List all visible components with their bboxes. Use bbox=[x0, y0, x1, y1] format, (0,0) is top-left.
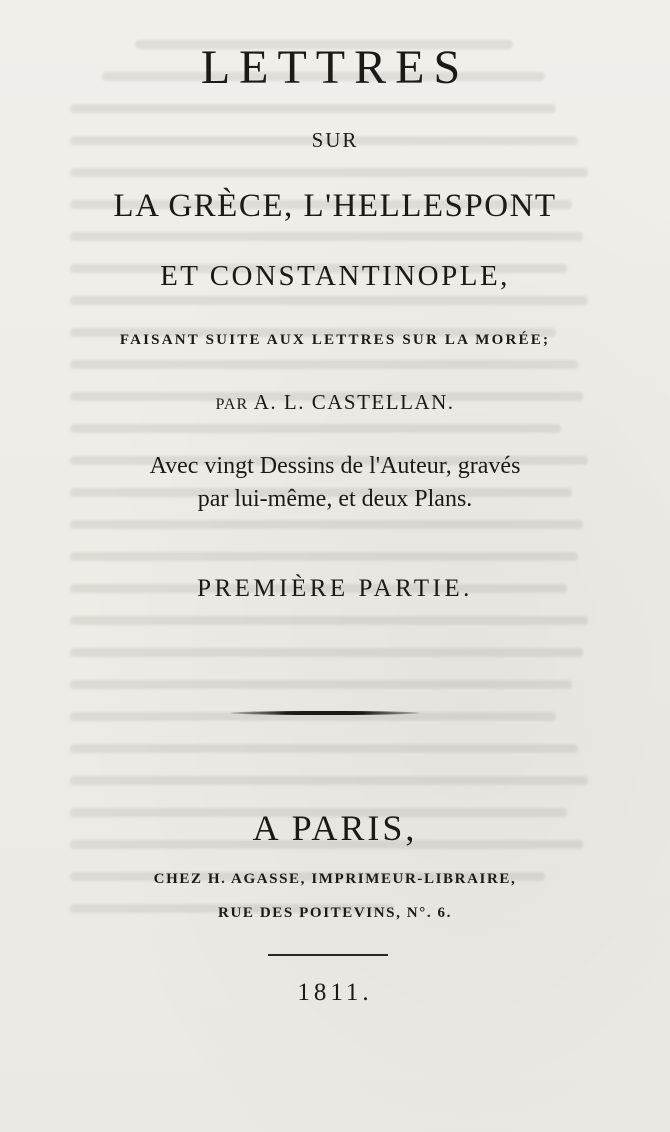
imprint-address: RUE DES POITEVINS, N°. 6. bbox=[218, 905, 452, 921]
series-note: FAISANT SUITE AUX LETTRES SUR LA MORÉE; bbox=[119, 332, 551, 348]
short-rule bbox=[268, 954, 388, 956]
subtitle-line-2: ET CONSTANTINOPLE, bbox=[160, 260, 510, 292]
part-heading: PREMIÈRE PARTIE. bbox=[197, 575, 473, 602]
author-prefix: PAR bbox=[215, 396, 249, 413]
imprint-publisher: CHEZ H. AGASSE, IMPRIMEUR-LIBRAIRE, bbox=[153, 871, 517, 887]
illustrations-note-line-1: Avec vingt Dessins de l'Auteur, gravés bbox=[149, 453, 521, 479]
imprint-year: 1811. bbox=[297, 979, 373, 1006]
author-name: A. L. CASTELLAN. bbox=[253, 390, 455, 414]
decorative-rule bbox=[230, 711, 420, 715]
imprint-city: A PARIS, bbox=[252, 808, 418, 848]
book-title: LETTRES bbox=[200, 41, 470, 94]
subtitle-line-1: LA GRÈCE, L'HELLESPONT bbox=[113, 188, 557, 224]
illustrations-note-line-2: par lui-même, et deux Plans. bbox=[197, 486, 473, 512]
title-connector: SUR bbox=[311, 128, 359, 152]
author-line bbox=[0, 390, 670, 415]
